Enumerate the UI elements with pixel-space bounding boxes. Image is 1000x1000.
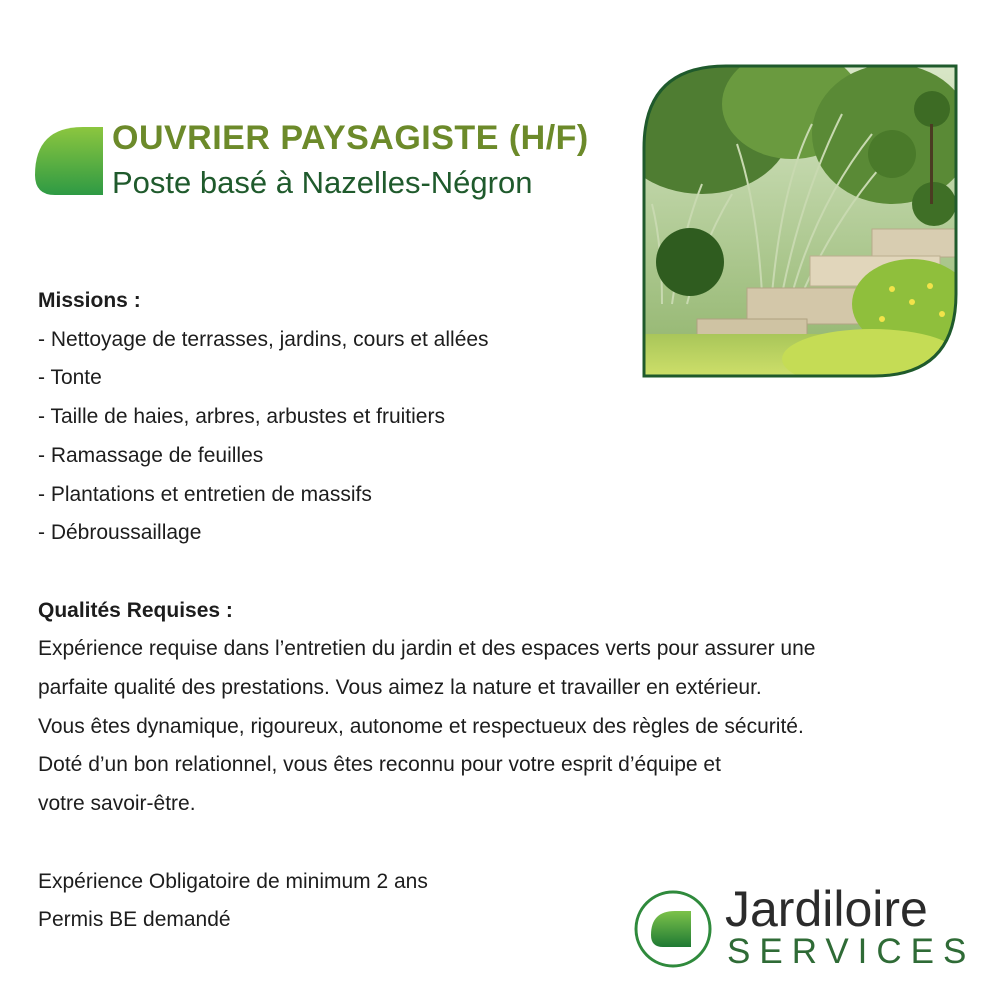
mission-item: - Débroussaillage: [38, 521, 202, 545]
qualites-line: Expérience requise dans l’entretien du jardin et des espaces verts pour assurer une: [38, 637, 816, 661]
job-description: [38, 282, 978, 940]
qualites-line: Doté d’un bon relationnel, vous êtes reconnu pour votre esprit d’équipe et: [38, 753, 721, 777]
mission-item: - Taille de haies, arbres, arbustes et fruitiers: [38, 405, 445, 429]
page-title: OUVRIER PAYSAGISTE (H/F): [112, 119, 589, 157]
page-subtitle: Poste basé à Nazelles-Négron: [112, 165, 533, 200]
requirement-license: Permis BE demandé: [38, 908, 231, 932]
leaf-icon: [35, 127, 103, 195]
mission-item: - Nettoyage de terrasses, jardins, cours et allées: [38, 327, 489, 351]
qualites-line: Vous êtes dynamique, rigoureux, autonome et respectueux des règles de sécurité.: [38, 714, 804, 738]
leaf-circle-logo-icon: [633, 889, 713, 969]
mission-item: - Tonte: [38, 366, 102, 390]
missions-heading: Missions :: [38, 289, 141, 312]
requirement-experience: Expérience Obligatoire de minimum 2 ans: [38, 869, 428, 893]
qualites-line: votre savoir-être.: [38, 792, 196, 816]
logo-name: Jardiloire: [725, 881, 928, 937]
mission-item: - Ramassage de feuilles: [38, 443, 264, 467]
qualites-heading: Qualités Requises :: [38, 598, 233, 622]
company-logo: [633, 881, 976, 973]
qualites-line: parfaite qualité des prestations. Vous aimez la nature et travailler en extérieur.: [38, 676, 762, 700]
mission-item: - Plantations et entretien de massifs: [38, 482, 372, 506]
logo-tagline: SERVICES: [727, 932, 976, 971]
